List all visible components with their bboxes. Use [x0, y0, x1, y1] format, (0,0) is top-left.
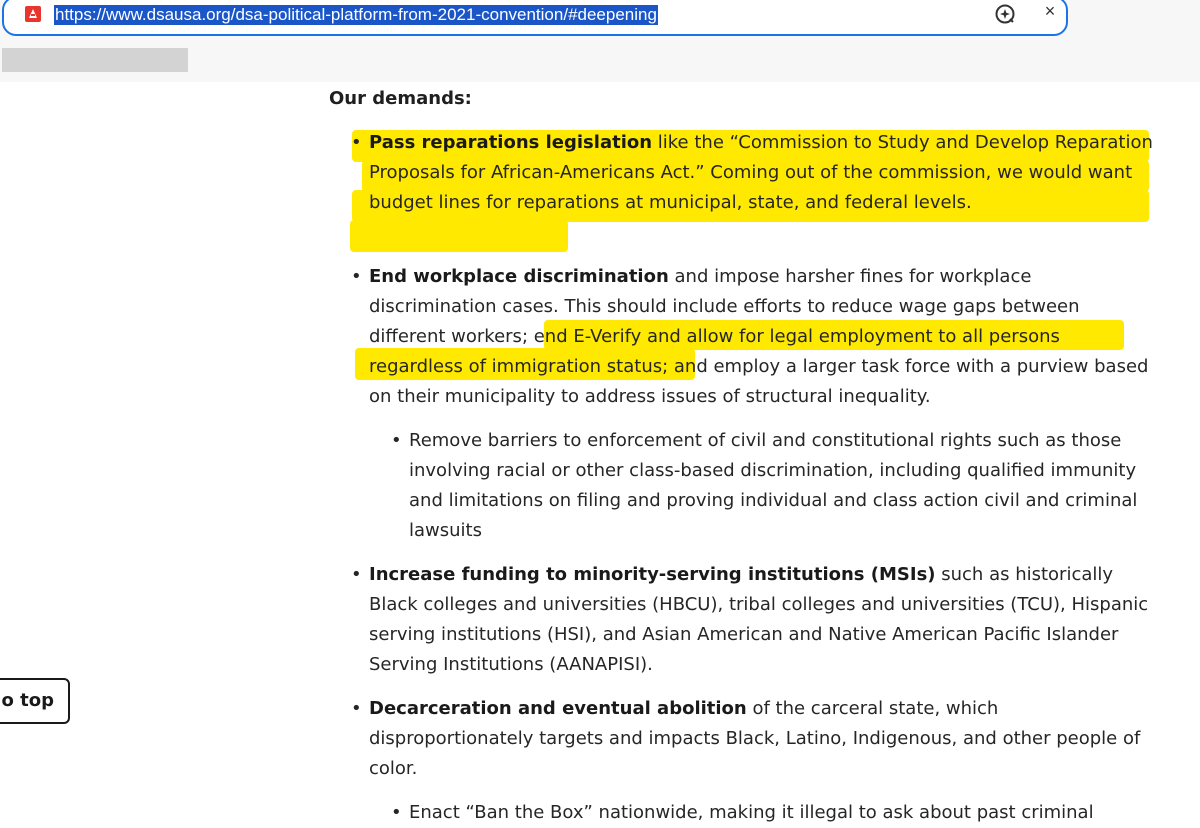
item-title: Increase funding to minority-serving institutions (MSIs) — [369, 564, 936, 585]
list-item — [369, 694, 1159, 784]
bullet: • — [351, 132, 362, 153]
item-title: End workplace discrimination — [369, 266, 669, 287]
back-to-top-button[interactable]: o top — [0, 678, 70, 724]
pdf-flag-icon — [24, 5, 42, 23]
bullet: • — [391, 430, 402, 451]
bullet: • — [391, 802, 402, 823]
list-item — [369, 262, 1159, 412]
item-title: Pass reparations legislation — [369, 132, 653, 153]
browser-toolbar — [0, 0, 1200, 82]
list-item — [409, 426, 1159, 546]
address-bar[interactable] — [2, 0, 1068, 36]
page-heading: Our demands: — [329, 88, 472, 109]
item-text: of the carceral state, which disproportionately targets and impacts Black, Latino, Indigenous, and other people of color. — [369, 698, 1141, 779]
bullet: • — [351, 266, 362, 287]
page-content — [0, 82, 1200, 826]
bullet: • — [351, 564, 362, 585]
item-text: and impose harsher fines for workplace discrimination cases. This should include efforts to reduce wage gaps between different workers; — [369, 266, 1080, 347]
lens-spark-icon[interactable] — [994, 3, 1016, 25]
tab-placeholder — [2, 48, 188, 72]
item-title: Decarceration and eventual abolition — [369, 698, 747, 719]
item-text: Remove barriers to enforcement of civil and constitutional rights such as those involving racial or other class-based discrimination, including qualified immunity and limitations on filing and proving individual and class action civil and criminal lawsuits — [409, 430, 1138, 541]
list-item — [369, 560, 1159, 680]
list-item — [409, 798, 1189, 828]
item-text: Enact “Ban the Box” nationwide, making it illegal to ask about past criminal — [409, 802, 1094, 823]
item-text-highlighted: end E-Verify and allow for legal employment to all persons regardless of immigration status — [369, 326, 1060, 377]
item-text: such as historically Black colleges and universities (HBCU), tribal colleges and universities (TCU), Hispanic serving institutions (HSI), and Asian American and Native American Pacific Islander Serving Institutions (AANAPISI). — [369, 564, 1149, 675]
bullet: • — [351, 698, 362, 719]
close-icon[interactable]: × — [1044, 1, 1056, 21]
item-text: like the “Commission to Study and Develop Reparation Proposals for African-Americans Act.” Coming out of the commission, we would want budget lines for reparations at municipal, state, and federal levels. — [369, 132, 1153, 213]
list-item — [369, 128, 1159, 218]
url-text[interactable]: https://www.dsausa.org/dsa-political-platform-from-2021-convention/#deepening — [55, 5, 657, 24]
highlight-mark — [350, 220, 568, 252]
item-text: ; and employ a larger task force with a purview based on their municipality to address issues of structural inequality. — [369, 356, 1149, 407]
